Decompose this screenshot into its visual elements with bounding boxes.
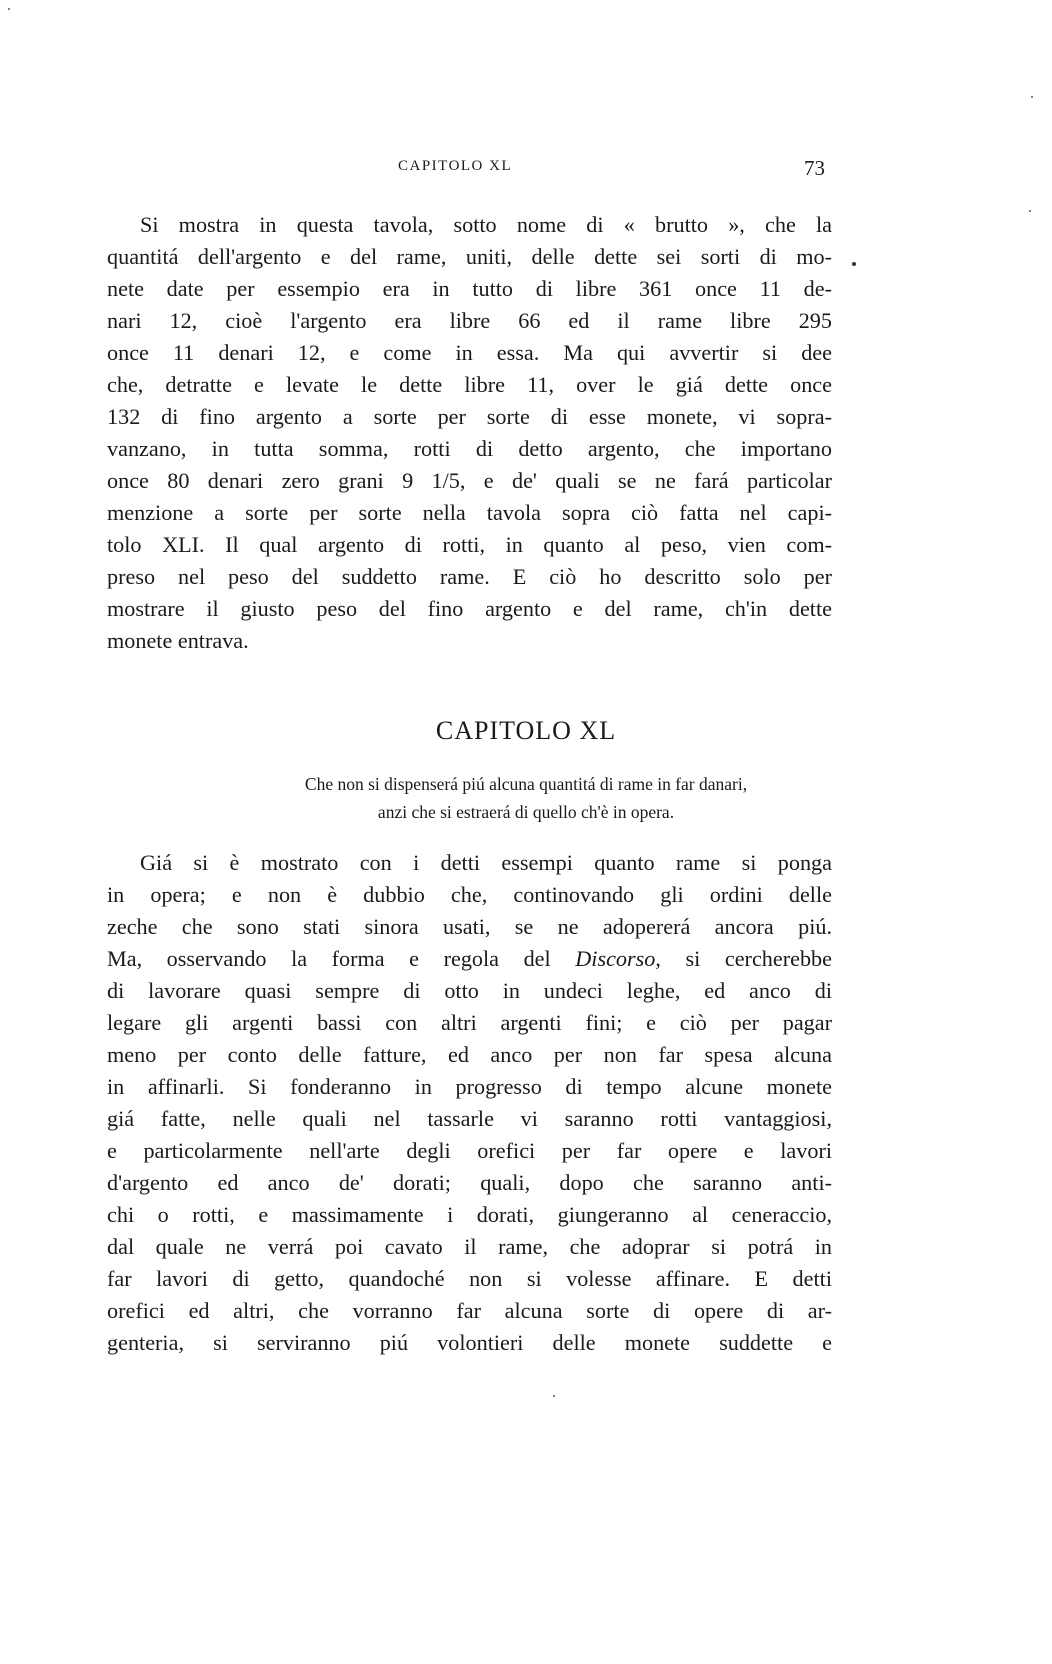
- text-line: 132 di fino argento a sorte per sorte di esse monete, vi sopra-: [107, 404, 832, 429]
- text-line: che, detratte e levate le dette libre 11, over le giá dette once: [107, 372, 832, 397]
- text-segment: Ma, osservando la forma e regola del: [107, 946, 576, 971]
- text-line-with-italic: [107, 943, 832, 975]
- text-line: far lavori di getto, quandoché non si volesse affinare. E detti: [107, 1266, 832, 1291]
- text-line: genteria, si serviranno piú volontieri delle monete suddette e: [107, 1330, 832, 1355]
- italic-title: Discorso: [575, 946, 656, 971]
- text-line: di lavorare quasi sempre di otto in undeci leghe, ed anco di: [107, 978, 832, 1003]
- text-line: once 80 denari zero grani 9 1/5, e de' quali se ne fará particolar: [107, 468, 832, 493]
- text-line: chi o rotti, e massimamente i dorati, giungeranno al ceneraccio,: [107, 1202, 832, 1227]
- text-line: mostrare il giusto peso del fino argento e del rame, ch'in dette: [107, 596, 832, 621]
- running-title: CAPITOLO XL: [398, 158, 513, 174]
- text-line: quantitá dell'argento e del rame, uniti, delle dette sei sorti di mo-: [107, 244, 832, 269]
- paragraph-2: [107, 847, 832, 1359]
- text-line: meno per conto delle fatture, ed anco per non far spesa alcuna: [107, 1042, 832, 1067]
- chapter-heading: CAPITOLO XL: [435, 716, 617, 745]
- scan-speck: [1029, 210, 1031, 212]
- text-line: Giá si è mostrato con i detti essempi quanto rame si ponga: [140, 850, 832, 875]
- scan-speck: [852, 262, 856, 266]
- text-line: legare gli argenti bassi con altri argenti fini; e ciò per pagar: [107, 1010, 832, 1035]
- text-line: zeche che sono stati sinora usati, se ne adopererá ancora piú.: [107, 914, 832, 939]
- text-line: once 11 denari 12, e come in essa. Ma qui avvertir si dee: [107, 340, 832, 365]
- text-segment: , si cercherebbe: [655, 946, 833, 971]
- chapter-subtitle: [0, 770, 1052, 826]
- text-line: vanzano, in tutta somma, rotti di detto argento, che importano: [107, 436, 832, 461]
- text-line: monete entrava.: [107, 628, 249, 653]
- subtitle-line: anzi che si estraerá di quello ch'è in opera.: [377, 802, 675, 822]
- page-number: 73: [804, 156, 825, 180]
- text-line: preso nel peso del suddetto rame. E ciò ho descritto solo per: [107, 564, 832, 589]
- subtitle-line: Che non si dispenserá piú alcuna quantitá di rame in far danari,: [304, 774, 748, 794]
- text-line: orefici ed altri, che vorranno far alcuna sorte di opere di ar-: [107, 1298, 832, 1323]
- text-line: nete date per essempio era in tutto di libre 361 once 11 de-: [107, 276, 832, 301]
- text-line: d'argento ed anco de' dorati; quali, dopo che saranno anti-: [107, 1170, 832, 1195]
- scan-speck: [1031, 96, 1033, 98]
- text-line: tolo XLI. Il qual argento di rotti, in quanto al peso, vien com-: [107, 532, 832, 557]
- text-line: Si mostra in questa tavola, sotto nome di « brutto », che la: [140, 212, 832, 237]
- text-line: giá fatte, nelle quali nel tassarle vi saranno rotti vantaggiosi,: [107, 1106, 832, 1131]
- scan-speck: [553, 1395, 555, 1397]
- running-head: [0, 156, 1052, 186]
- scan-speck: [8, 8, 10, 10]
- text-line: in affinarli. Si fonderanno in progresso di tempo alcune monete: [107, 1074, 832, 1099]
- text-line: menzione a sorte per sorte nella tavola sopra ciò fatta nel capi-: [107, 500, 832, 525]
- text-line: in opera; e non è dubbio che, continovando gli ordini delle: [107, 882, 832, 907]
- text-line: e particolarmente nell'arte degli orefici per far opere e lavori: [107, 1138, 832, 1163]
- text-line: nari 12, cioè l'argento era libre 66 ed il rame libre 295: [107, 308, 832, 333]
- paragraph-1: [107, 209, 832, 657]
- text-line: dal quale ne verrá poi cavato il rame, che adoprar si potrá in: [107, 1234, 832, 1259]
